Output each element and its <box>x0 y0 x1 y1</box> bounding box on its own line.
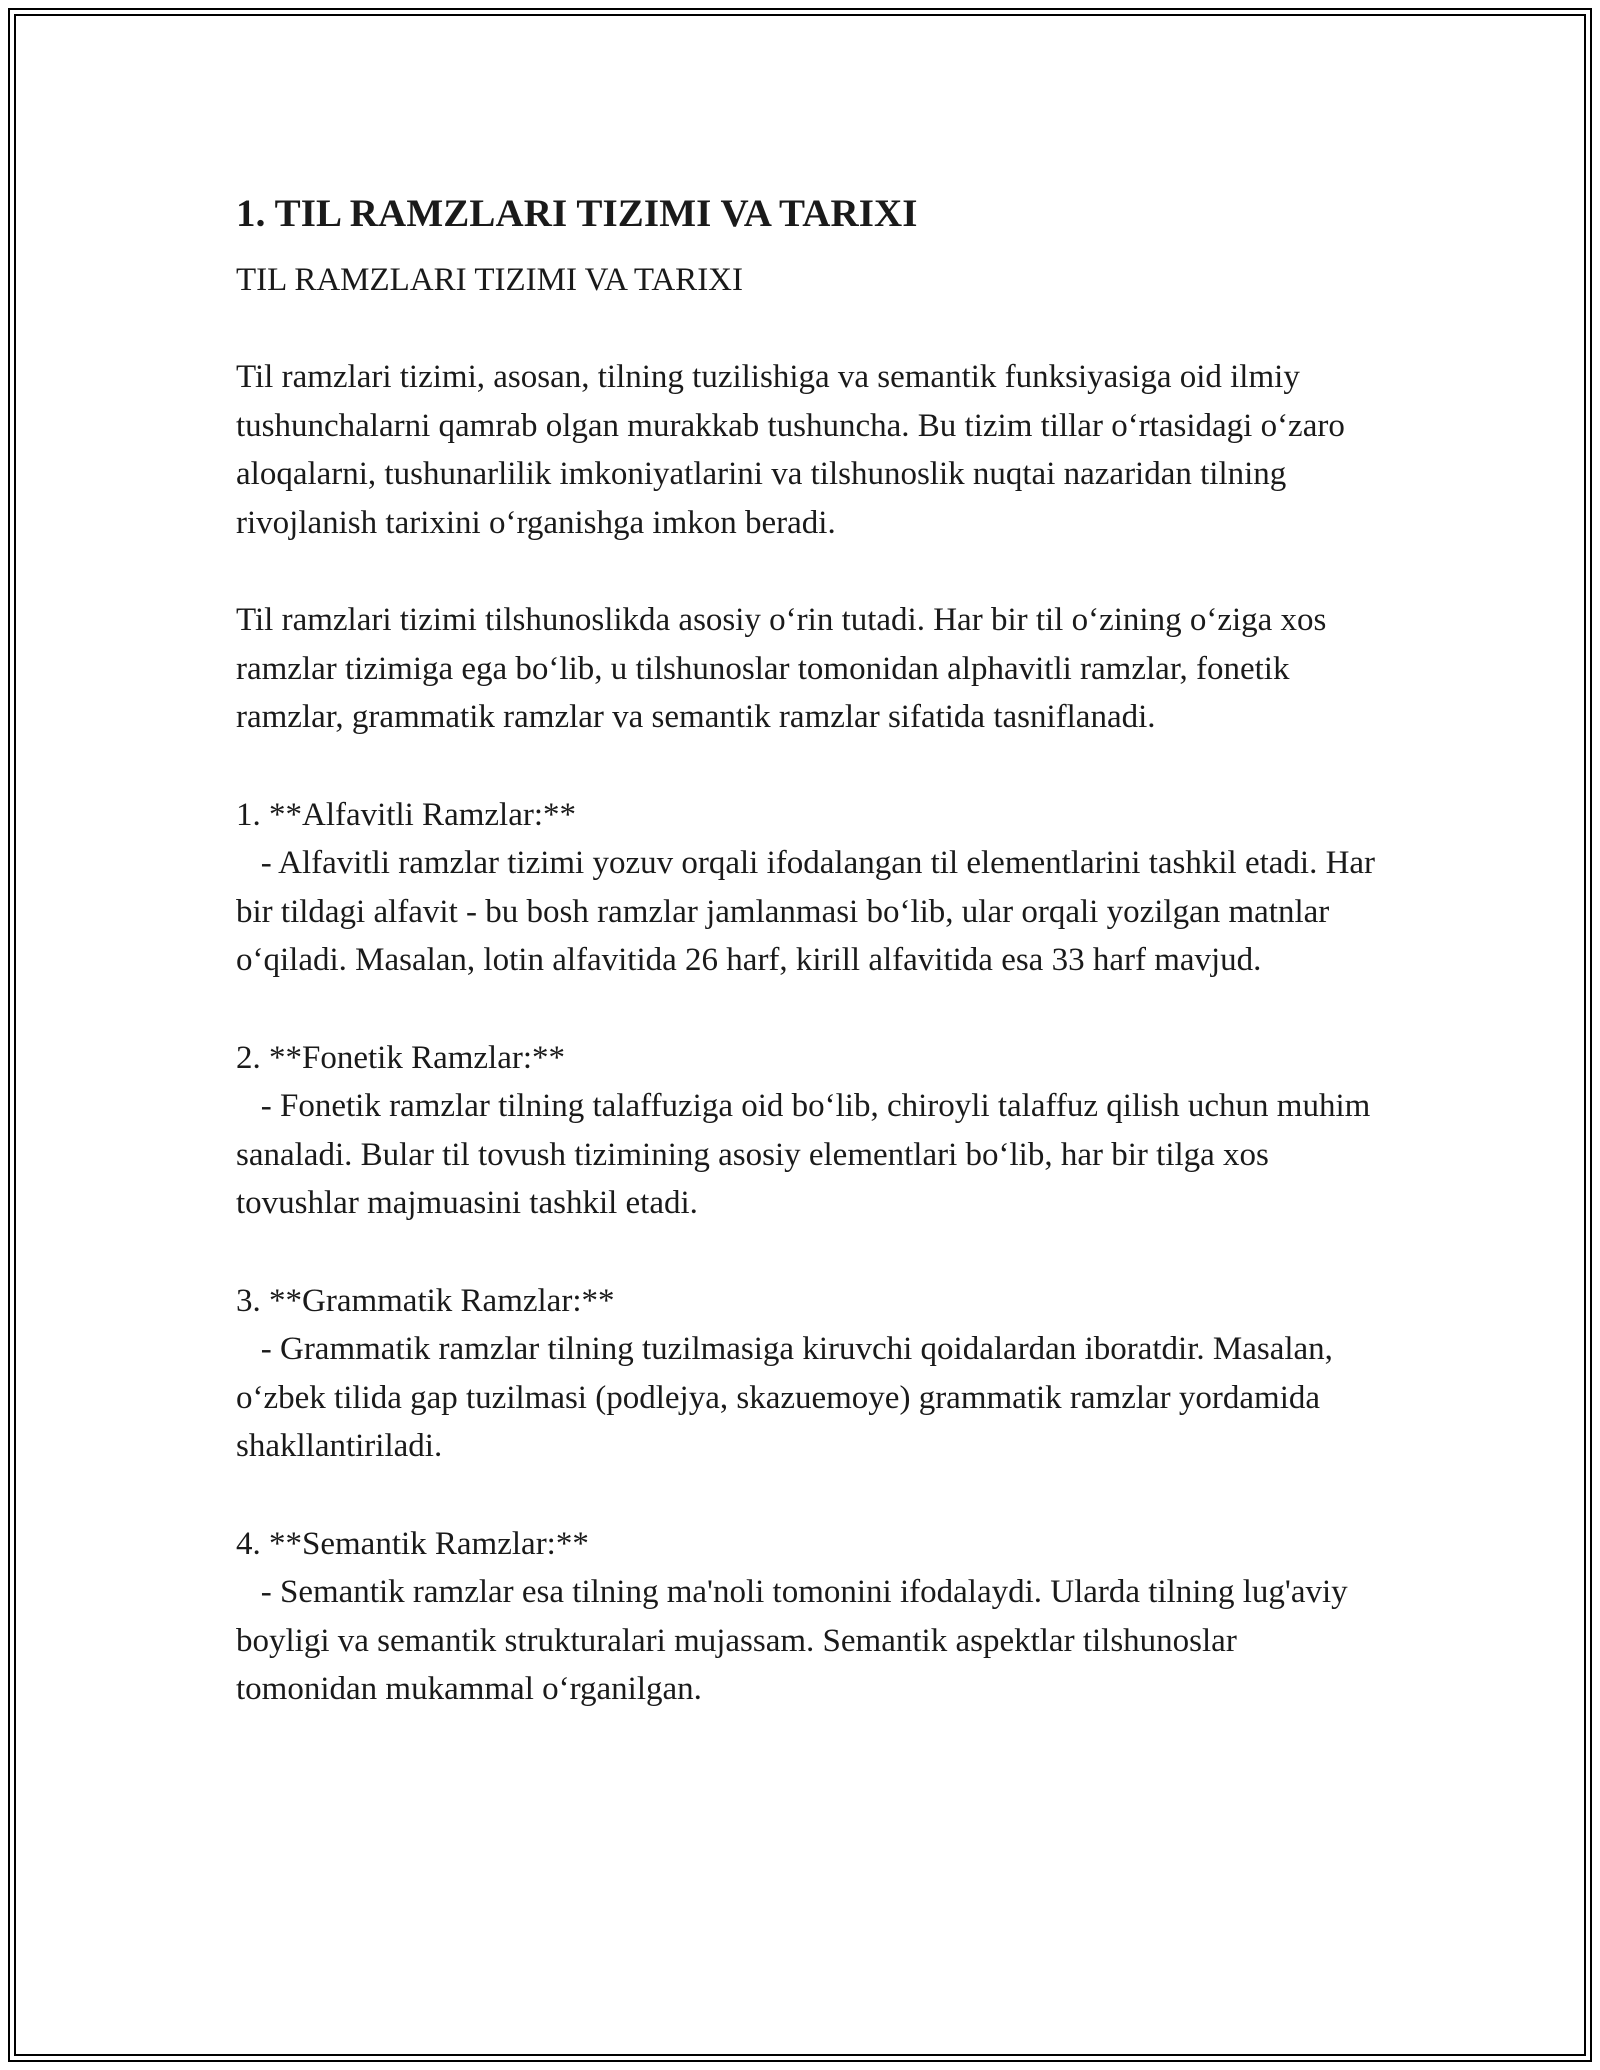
section-body: - Alfavitli ramzlar tizimi yozuv orqali ifodalangan til elementlarini tashkil etadi. Har bir tildagi alfavit - bu bosh ramzlar jamlanmasi bo‘lib, ular orqali yozilgan matnlar o‘qiladi. Masalan, lotin alfavitida 26 harf, kirill alfavitida esa 33 harf mavjud. <box>236 845 1384 978</box>
section-body: - Semantik ramzlar esa tilning ma'noli tomonini ifodalaydi. Ularda tilning lug'aviy boyligi va semantik strukturalari mujassam. Semantik aspektlar tilshunoslar tomonidan mukammal o‘rganilgan. <box>236 1574 1356 1707</box>
section-semantik <box>236 1520 1376 1714</box>
section-grammatik <box>236 1277 1376 1471</box>
document-subtitle: TIL RAMZLARI TIZIMI VA TARIXI <box>236 262 744 298</box>
section-fonetik <box>236 1034 1379 1228</box>
section-alfavitli <box>236 791 1384 985</box>
section-heading: 3. **Grammatik Ramzlar:** <box>236 1282 615 1319</box>
section-body: - Fonetik ramzlar tilning talaffuziga oid bo‘lib, chiroyli talaffuz qilish uchun muhim sanaladi. Bular til tovush tizimining asosiy elementlari bo‘lib, har bir tilga xos tovushlar majmuasini tashkil etadi. <box>236 1088 1379 1221</box>
section-heading: 1. **Alfavitli Ramzlar:** <box>236 796 577 833</box>
section-heading: 2. **Fonetik Ramzlar:** <box>236 1039 566 1076</box>
section-body: - Grammatik ramzlar tilning tuzilmasiga kiruvchi qoidalardan iboratdir. Masalan, o‘zbek tilida gap tuzilmasi (podlejya, skazuemoye) grammatik ramzlar yordamida shakllantiriladi. <box>236 1331 1342 1464</box>
document-title: 1. TIL RAMZLARI TIZIMI VA TARIXI <box>236 192 918 235</box>
intro-paragraph-1: Til ramzlari tizimi, asosan, tilning tuzilishiga va semantik funksiyasiga oid ilmiy tushunchalarni qamrab olgan murakkab tushuncha. Bu tizim tillar o‘rtasidagi o‘zaro aloqalarni, tushunarlilik imkoniyatlarini va tilshunoslik nuqtai nazaridan tilning rivojlanish tarixini o‘rganishga imkon beradi. <box>236 359 1354 541</box>
intro-paragraph-2: Til ramzlari tizimi tilshunoslikda asosiy o‘rin tutadi. Har bir til o‘zining o‘ziga xos ramzlar tizimiga ega bo‘lib, u tilshunoslar tomonidan alphavitli ramzlar, fonetik ramzlar, grammatik ramzlar va semantik ramzlar sifatida tasniflanadi. <box>236 602 1335 735</box>
section-heading: 4. **Semantik Ramzlar:** <box>236 1525 589 1562</box>
document-content <box>236 186 1384 1714</box>
